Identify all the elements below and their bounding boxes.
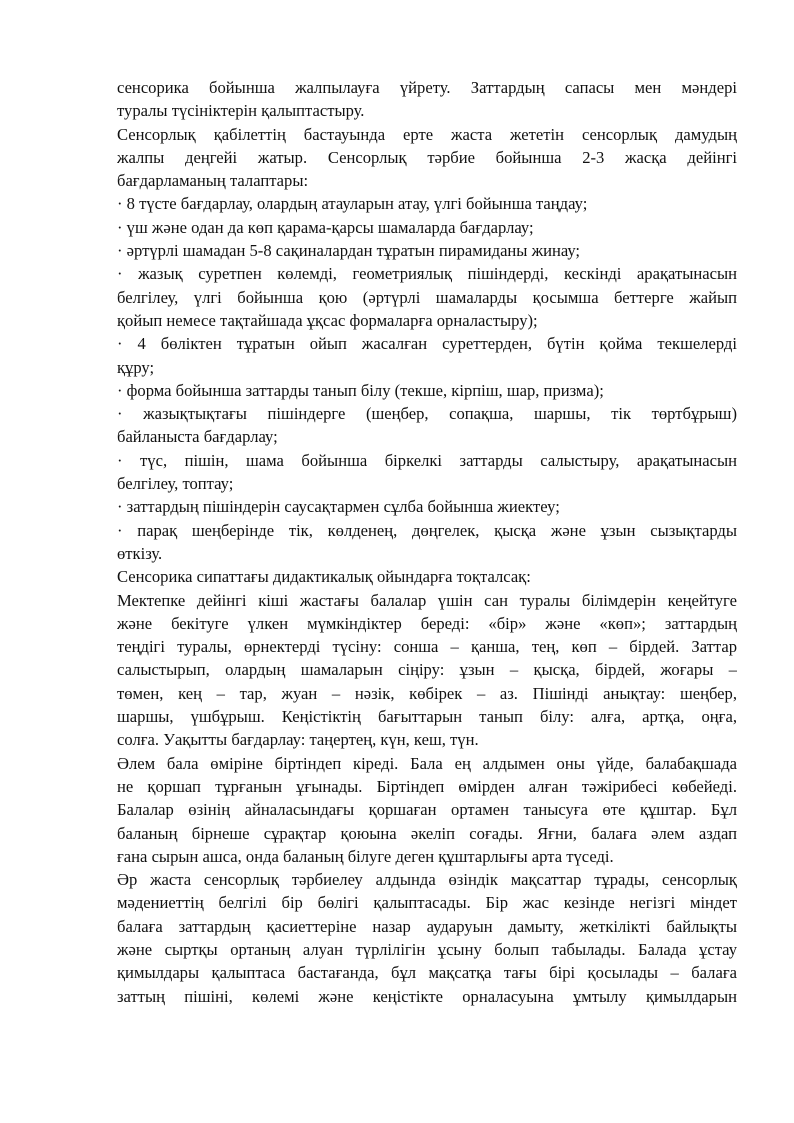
list-item: · үш және одан да көп қарама-қарсы шамаларда бағдарлау;: [117, 217, 534, 237]
list-item: · 8 түсте бағдарлау, олардың атауларын атау, үлгі бойынша таңдау;: [117, 194, 588, 214]
text-line: балаға заттардың қасиеттеріне назар аударуын дамыту, жеткілікті байлықты: [117, 916, 737, 936]
text-line: белгілеу, үлгі бойынша қою (әртүрлі шамаларды қосымша беттерге жайып: [117, 287, 737, 307]
list-item: · заттардың пішіндерін саусақтармен сұлба бойынша жиектеу;: [117, 497, 560, 517]
text-line: Сенсорика сипаттағы дидактикалық ойындарға тоқталсақ:: [117, 567, 531, 587]
text-line: бағдарламаның талаптары:: [117, 171, 309, 191]
text-line: солға. Уақытты бағдарлау: таңертең, күн, кеш, түн.: [117, 730, 479, 750]
text-line: Сенсорлық қабілеттің бастауында ерте жаста жететін сенсорлық дамудың: [117, 124, 737, 144]
text-line: Әр жаста сенсорлық тәрбиелеу алдында өзіндік мақсаттар тұрады, сенсорлық: [117, 870, 737, 890]
text-line: құру;: [117, 357, 155, 377]
text-line: және сыртқы ортаның алуан түрлілігін ұсыну болып табылады. Балада ұстау: [117, 939, 737, 959]
text-line: байланыста бағдарлау;: [117, 427, 278, 447]
text-line: Балалар өзінің айналасындағы қоршаған ортамен танысуға өте құштар. Бұл: [117, 800, 737, 820]
text-line: қойып немесе тақтайшада ұқсас формаларға орналастыру);: [117, 310, 538, 330]
text-line: жалпы деңгейі жатыр. Сенсорлық тәрбие бойынша 2-3 жасқа дейінгі: [117, 147, 737, 167]
document-page: [117, 76, 737, 1008]
list-item: · жазық суретпен көлемді, геометриялық пішіндерді, кескінді арақатынасын: [117, 264, 737, 284]
text-line: мәдениеттің белгілі бір бөлігі қалыптасады. Бір жас кезінде негізгі міндет: [117, 893, 737, 913]
text-line: теңдігі туралы, өрнектерді түсіну: сонша – қанша, тең, көп – бірдей. Заттар: [117, 637, 737, 657]
list-item: · түс, пішін, шама бойынша біркелкі заттарды салыстыру, арақатынасын: [117, 450, 737, 470]
text-line: белгілеу, топтау;: [117, 474, 234, 494]
text-line: заттың пішіні, көлемі және кеңістікте орналасуына ұмтылу қимылдарын: [117, 986, 737, 1006]
list-item: · әртүрлі шамадан 5-8 сақиналардан тұратын пирамиданы жинау;: [117, 241, 581, 261]
text-line: не қоршап тұрғанын ұғынады. Біртіндеп өмірден алған тәжірибесі көбейеді.: [117, 776, 737, 796]
text-line: қимылдары қалыптаса бастағанда, бұл мақсатқа тағы бірі қосылады – балаға: [117, 963, 737, 983]
text-line: Әлем бала өміріне біртіндеп кіреді. Бала ең алдымен оны үйде, балабақшада: [117, 753, 737, 773]
text-line: және бекітуге үлкен мүмкіндіктер береді: «бір» және «көп»; заттардың: [117, 613, 737, 633]
text-line: Мектепке дейінгі кіші жастағы балалар үшін сан туралы білімдерін кеңейтуге: [117, 590, 737, 610]
text-line: өткізу.: [117, 543, 163, 563]
text-line: салыстырып, олардың шамаларын сіңіру: ұзын – қысқа, бірдей, жоғары –: [117, 660, 737, 680]
text-line: шаршы, үшбұрыш. Кеңістіктің бағыттарын танып білу: алға, артқа, оңға,: [117, 707, 737, 727]
text-line: ғана сырын ашса, онда баланың білуге деген құштарлығы арта түседі.: [117, 846, 614, 866]
list-item: · 4 бөліктен тұратын ойып жасалған суреттерден, бүтін қойма текшелерді: [117, 334, 737, 354]
text-line: баланың бірнеше сұрақтар қоюына әкеліп соғады. Яғни, балаға әлем аздап: [117, 823, 737, 843]
text-line: сенсорика бойынша жалпылауға үйрету. Заттардың сапасы мен мәндері: [117, 78, 737, 97]
list-item: · парақ шеңберінде тік, көлденең, дөңгелек, қысқа және ұзын сызықтарды: [117, 520, 737, 540]
text-line: төмен, кең – тар, жуан – нәзік, көбірек – аз. Пішінді анықтау: шеңбер,: [117, 683, 737, 703]
text-line: туралы түсініктерін қалыптастыру.: [117, 101, 365, 121]
list-item: · жазықтықтағы пішіндерге (шеңбер, сопақша, шаршы, тік төртбұрыш): [117, 404, 737, 424]
list-item: · форма бойынша заттарды танып білу (текше, кірпіш, шар, призма);: [117, 380, 604, 400]
